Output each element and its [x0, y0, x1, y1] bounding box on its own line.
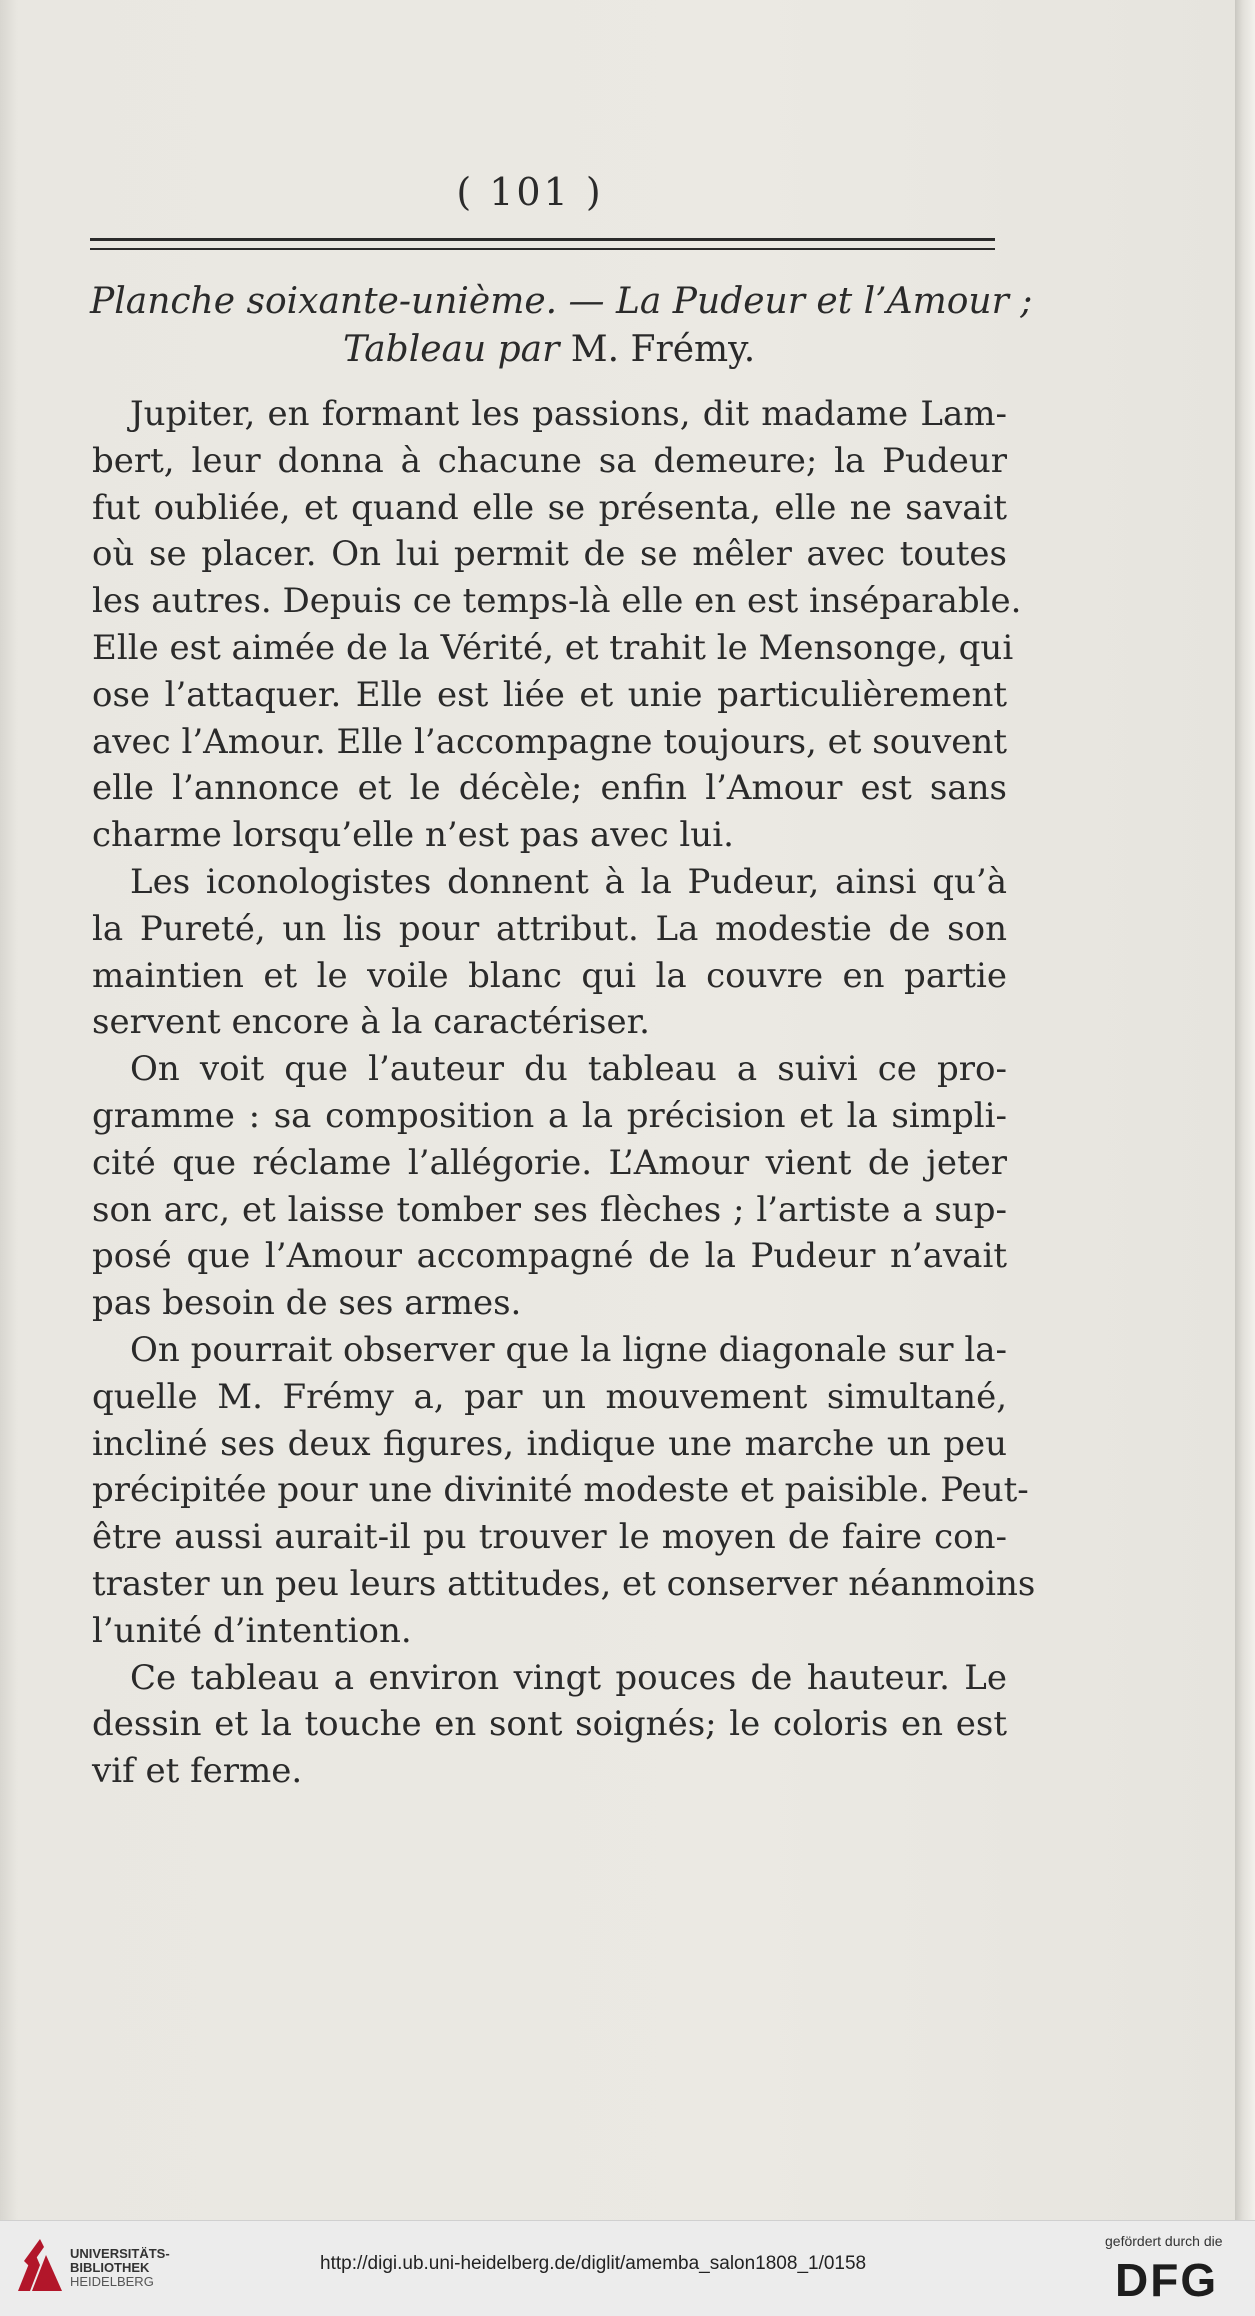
library-name-line-1: UNIVERSITÄTS-: [70, 2246, 170, 2261]
paragraph-2-line: maintien et le voile blanc qui la couvre en partie: [92, 955, 1007, 996]
paragraph-3-line: gramme : sa composition a la précision et la simpli-: [92, 1096, 1007, 1136]
header-rule-thick: [90, 238, 995, 241]
paragraph-1-line: charme lorsqu’elle n’est pas avec lui.: [92, 815, 734, 856]
paragraph-1-line: bert, leur donna à chacune sa demeure; la Pudeur: [92, 440, 1007, 481]
paragraph-5-line: dessin et la touche en sont soignés; le coloris en est: [92, 1704, 1007, 1745]
paragraph-1-line: où se placer. On lui permit de se mêler avec toutes: [92, 534, 1007, 575]
paragraph-4-line: l’unité d’intention.: [92, 1610, 412, 1651]
paragraph-4-line: quelle M. Frémy a, par un mouvement simultané,: [92, 1376, 1007, 1417]
paragraph-2-line: Les iconologistes donnent à la Pudeur, ainsi qu’à: [130, 862, 1007, 902]
paragraph-2-line: la Pureté, un lis pour attribut. La modestie de son: [92, 908, 1007, 949]
paragraph-1-line: elle l’annonce et le décèle; enfin l’Amour est sans: [92, 768, 1007, 809]
paragraph-3-line: posé que l’Amour accompagné de la Pudeur n’avait: [92, 1236, 1007, 1277]
university-library-logo-icon: [14, 2231, 66, 2301]
header-rule-thin: [90, 248, 995, 250]
paragraph-4-line: incliné ses deux figures, indique une marche un peu: [92, 1423, 1007, 1464]
university-library-name: [70, 2247, 170, 2289]
paragraph-3-line: son arc, et laisse tomber ses flèches ; l’artiste a sup-: [92, 1189, 1007, 1230]
paragraph-1-line: ose l’attaquer. Elle est liée et unie particulièrement: [92, 674, 1007, 715]
library-name-line-2: BIBLIOTHEK: [70, 2260, 150, 2275]
paragraph-4-line: être aussi aurait-il pu trouver le moyen de faire con-: [92, 1517, 1007, 1558]
paragraph-2-line: servent encore à la caractériser.: [92, 1002, 650, 1043]
page-edge: [1235, 0, 1255, 2220]
paragraph-4-line: précipitée pour une divinité modeste et paisible. Peut-: [92, 1470, 1029, 1511]
page-number: ( 101 ): [456, 170, 604, 214]
permalink-url[interactable]: http://digi.ub.uni-heidelberg.de/diglit/amemba_salon1808_1/0158: [320, 2253, 867, 2274]
paragraph-1-line: fut oubliée, et quand elle se présenta, elle ne savait: [92, 487, 1007, 528]
dfg-logo: DFG: [1115, 2254, 1219, 2306]
paragraph-3-line: pas besoin de ses armes.: [92, 1283, 522, 1324]
paragraph-3-line: cité que réclame l’allégorie. L’Amour vient de jeter: [92, 1142, 1007, 1183]
paragraph-4-line: traster un peu leurs attitudes, et conserver néanmoins: [92, 1564, 1036, 1604]
paragraph-1-line: Elle est aimée de la Vérité, et trahit le Mensonge, qui: [92, 628, 1014, 668]
plate-title-line-1: [90, 278, 1033, 326]
library-name-line-3: HEIDELBERG: [70, 2274, 154, 2289]
viewer-footer: [0, 2220, 1255, 2316]
paragraph-1-line: les autres. Depuis ce temps-là elle en est inséparable.: [92, 581, 1022, 622]
plate-title-painter-label: Tableau par: [343, 329, 560, 370]
paragraph-1-line: avec l’Amour. Elle l’accompagne toujours, et souvent: [92, 721, 1007, 762]
paragraph-3-line: On voit que l’auteur du tableau a suivi ce pro-: [130, 1049, 1007, 1090]
paragraph-5-line: vif et ferme.: [92, 1751, 303, 1792]
plate-title-line-2: [343, 326, 755, 374]
paragraph-1-line: Jupiter, en formant les passions, dit madame Lam-: [130, 394, 1007, 434]
funding-caption: gefördert durch die: [1105, 2233, 1223, 2249]
plate-title-italic: Planche soixante-unième. — La Pudeur et l’Amour ;: [90, 281, 1033, 322]
paragraph-5-line: Ce tableau a environ vingt pouces de hauteur. Le: [130, 1657, 1007, 1698]
paragraph-4-line: On pourrait observer que la ligne diagonale sur la-: [130, 1330, 1007, 1370]
plate-title-painter-name: M. Frémy.: [559, 329, 756, 370]
